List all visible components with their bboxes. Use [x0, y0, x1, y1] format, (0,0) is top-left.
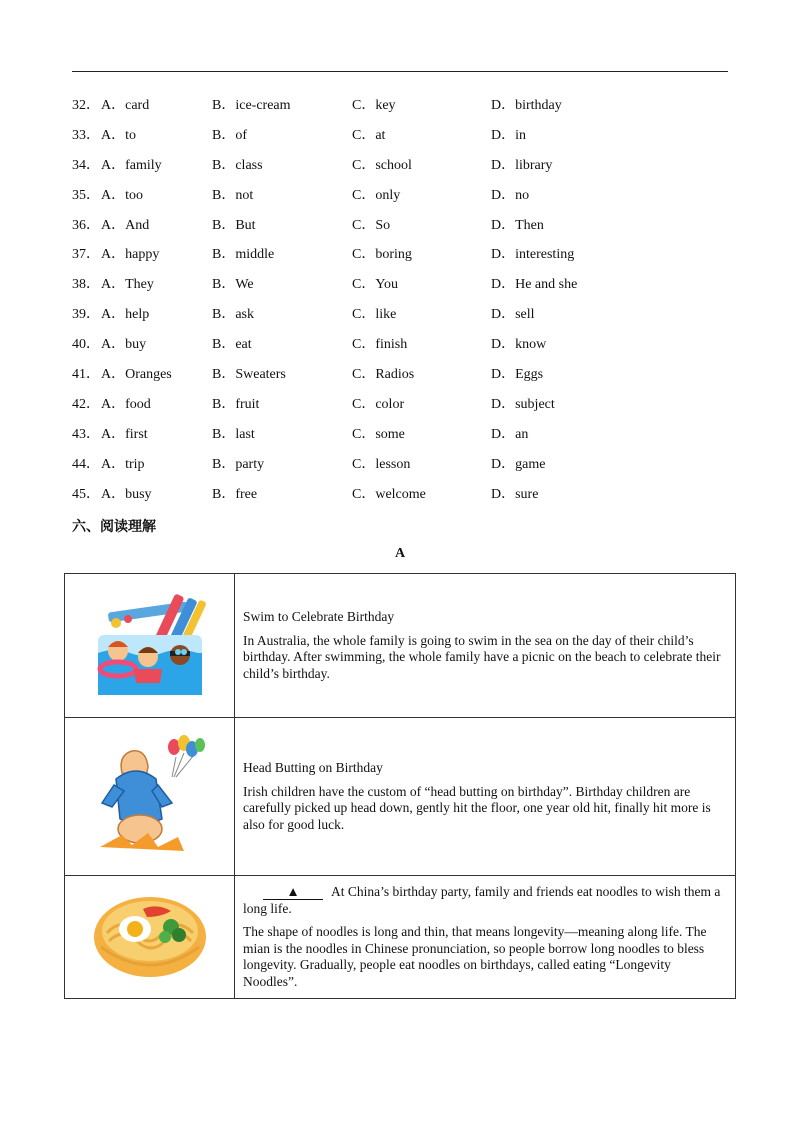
option-c: C．lesson [352, 456, 411, 472]
row-title [243, 884, 727, 917]
option-a: A．busy [101, 486, 152, 502]
option-b: B．We [212, 277, 254, 293]
header-rule [72, 71, 728, 72]
option-d: D．Eggs [491, 367, 544, 383]
option-b: B．ask [212, 307, 254, 323]
row-title: Swim to Celebrate Birthday [243, 609, 395, 624]
option-a: A．help [101, 307, 150, 323]
question-number: 34． [72, 157, 100, 173]
option-a: A．card [101, 98, 150, 113]
option-row [72, 365, 732, 395]
option-d: D．Then [491, 217, 544, 233]
option-row [72, 335, 732, 365]
option-a: A．They [101, 277, 154, 293]
option-row [72, 305, 732, 335]
option-row [72, 425, 732, 455]
picture-cell [65, 876, 235, 999]
row-title-text: At China’s birthday party, family and friends eat noodles to wish them a long life. [243, 884, 721, 916]
question-number: 40． [72, 337, 100, 353]
option-row [72, 395, 732, 425]
question-number: 35． [72, 187, 100, 203]
picture-cell [65, 718, 235, 876]
option-c: C．So [352, 217, 391, 233]
option-d: D．interesting [491, 247, 575, 263]
option-d: D．game [491, 456, 546, 472]
option-row [72, 186, 732, 216]
answer-options-list [72, 96, 732, 514]
option-row [72, 126, 732, 156]
head-butting-child-icon [92, 733, 208, 855]
text-cell [235, 574, 736, 718]
row-body: Irish children have the custom of “head butting on birthday”. Birthday children are carefully picked up head down, gently hit the floor, one year old hit, finally hit more is also for good luck. [243, 783, 711, 832]
noodle-bowl-icon [91, 887, 209, 983]
option-d: D．no [491, 187, 530, 203]
option-b: B．of [212, 127, 247, 143]
question-number: 32． [72, 98, 100, 113]
option-c: C．some [352, 426, 405, 442]
option-b: B．Sweaters [212, 367, 286, 383]
option-row [72, 156, 732, 186]
question-number: 43． [72, 426, 100, 442]
reading-table [64, 573, 736, 999]
option-c: C．boring [352, 247, 412, 263]
option-a: A．family [101, 157, 162, 173]
option-d: D．know [491, 337, 547, 353]
question-number: 42． [72, 396, 100, 412]
option-a: A．buy [101, 337, 147, 353]
row-body: In Australia, the whole family is going to swim in the sea on the day of their child’s birthday. After swimming, the whole family have a picnic on the beach to celebrate their child’s birthday. [243, 632, 721, 681]
option-d: D．He and she [491, 277, 578, 293]
question-number: 45． [72, 486, 100, 502]
option-b: B．class [212, 157, 263, 173]
option-a: A．too [101, 187, 143, 203]
option-row [72, 245, 732, 275]
option-b: B．ice-cream [212, 98, 291, 113]
option-c: C．school [352, 157, 412, 173]
option-b: B．middle [212, 247, 275, 263]
option-d: D．subject [491, 396, 555, 412]
table-row [65, 574, 736, 718]
option-a: A．food [101, 396, 151, 412]
question-number: 38． [72, 277, 100, 293]
question-number: 36． [72, 217, 100, 233]
row-body: The shape of noodles is long and thin, that means longevity—meaning along life. The mian is the noodles in Chinese pronunciation, so people borrow long noodles to bless longevity. Gradually, people eat noodles on birthdays, called eating “Longevity Noodles”. [243, 924, 707, 989]
option-b: B．free [212, 486, 258, 502]
option-b: B．But [212, 217, 256, 233]
option-row [72, 455, 732, 485]
option-c: C．color [352, 396, 405, 412]
swimming-kids-icon [94, 589, 206, 697]
picture-cell [65, 574, 235, 718]
table-row [65, 876, 736, 999]
option-d: D．birthday [491, 98, 562, 113]
option-a: A．Oranges [101, 367, 172, 383]
passage-label: A [394, 546, 406, 561]
option-d: D．library [491, 157, 553, 173]
row-title: Head Butting on Birthday [243, 760, 383, 775]
question-number: 44． [72, 456, 100, 472]
text-cell [235, 876, 736, 999]
question-number: 39． [72, 307, 100, 323]
option-c: C．key [352, 98, 396, 113]
option-row [72, 275, 732, 305]
option-d: D．in [491, 127, 526, 143]
blank-triangle-icon: ▲ [263, 885, 323, 900]
option-b: B．not [212, 187, 254, 203]
option-row [72, 96, 732, 126]
option-c: C．only [352, 187, 401, 203]
question-number: 41． [72, 367, 100, 383]
option-c: C．Radios [352, 367, 415, 383]
option-c: C．You [352, 277, 399, 293]
option-b: B．party [212, 456, 265, 472]
option-a: A．first [101, 426, 148, 442]
option-d: D．an [491, 426, 529, 442]
option-a: A．happy [101, 247, 160, 263]
option-a: A．trip [101, 456, 145, 472]
option-d: D．sure [491, 486, 539, 502]
option-row [72, 216, 732, 246]
option-c: C．finish [352, 337, 408, 353]
text-cell [235, 718, 736, 876]
section-heading: 六、阅读理解 [72, 519, 156, 535]
table-row [65, 718, 736, 876]
option-b: B．eat [212, 337, 252, 353]
question-number: 37． [72, 247, 100, 263]
option-c: C．at [352, 127, 386, 143]
option-c: C．welcome [352, 486, 426, 502]
option-b: B．last [212, 426, 255, 442]
question-number: 33． [72, 127, 100, 143]
option-c: C．like [352, 307, 397, 323]
option-row [72, 485, 732, 515]
option-a: A．And [101, 217, 150, 233]
option-a: A．to [101, 127, 136, 143]
option-d: D．sell [491, 307, 535, 323]
option-b: B．fruit [212, 396, 260, 412]
